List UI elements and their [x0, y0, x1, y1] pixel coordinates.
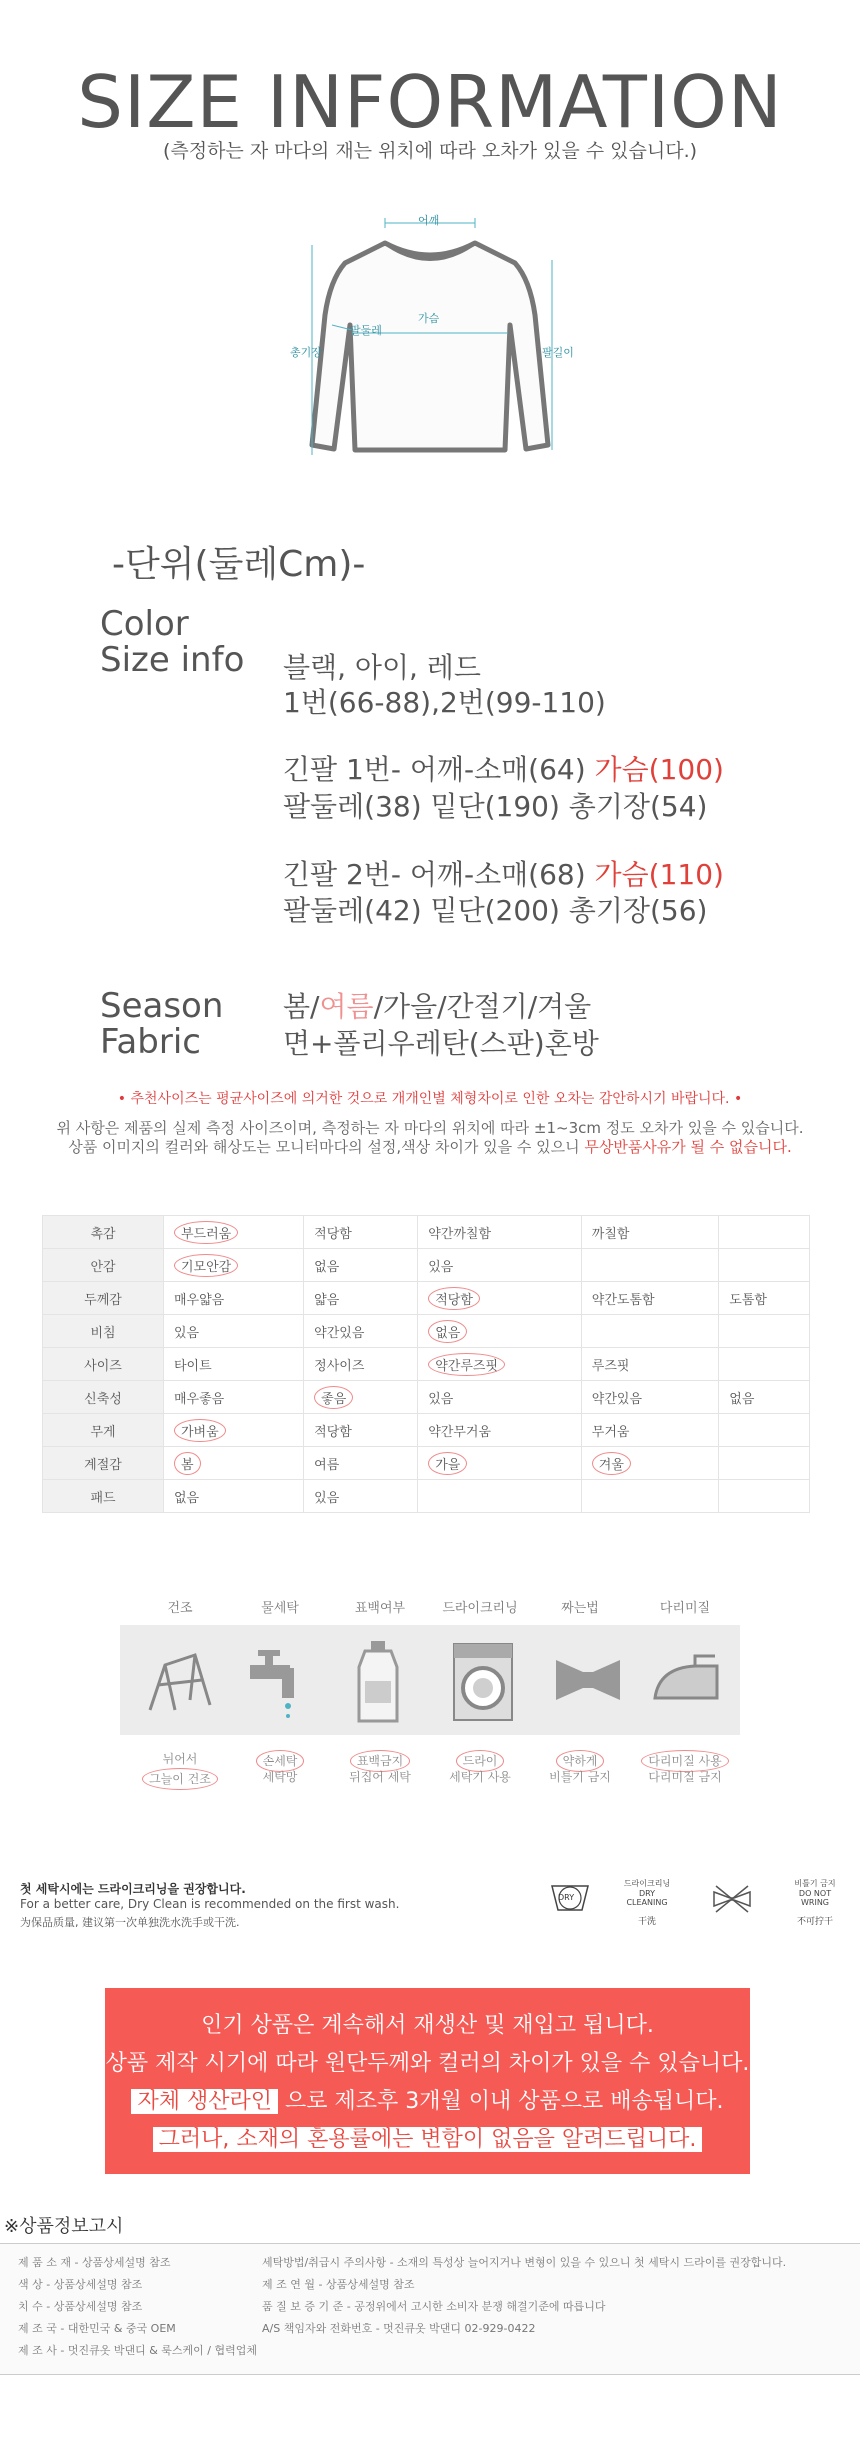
- fabric-cell: 매우좋음: [164, 1381, 304, 1414]
- label-total-length: 총기장: [290, 346, 322, 359]
- notice-measure: 위 사항은 제품의 실제 측정 사이즈이며, 측정하는 자 마다의 위치에 따라 ±1~3cm 정도 오차가 있을 수 있습니다.: [56, 1119, 804, 1137]
- care-option-selected: 표백금지: [350, 1750, 410, 1772]
- size2-line2: 팔둘레(42) 밑단(200) 총기장(56): [283, 894, 708, 927]
- fabric-row: [43, 1216, 810, 1249]
- fabric-cell: 정사이즈: [304, 1348, 418, 1381]
- fabric-cell: [304, 1381, 418, 1414]
- season-values: 봄/여름/가을/간절기/겨울: [283, 990, 592, 1023]
- fabric-cell: [418, 1447, 582, 1480]
- care-option: 뉘어서: [162, 1752, 198, 1766]
- care-option-selected: 다리미질 사용: [641, 1750, 728, 1772]
- product-info-left: 제 품 소 재 - 상품상세설명 참조: [18, 2256, 171, 2269]
- no-wring-cn: 不可拧干: [796, 1917, 833, 1927]
- fabric-heading: Fabric: [100, 1022, 201, 1062]
- fabric-cell-selected: 좋음: [314, 1386, 353, 1409]
- fabric-row: [43, 1480, 810, 1513]
- banner-line-2: 상품 제작 시기에 따라 원단두께와 컬러의 차이가 있을 수 있습니다.: [105, 2051, 750, 2076]
- fabric-cell: 약간까칠함: [418, 1216, 582, 1249]
- fabric-cell-selected: 없음: [428, 1320, 467, 1343]
- fabric-cell-selected: 약간루즈핏: [428, 1353, 505, 1376]
- drying-rack-icon: [140, 1640, 220, 1720]
- care-header: 짜는법: [561, 1601, 599, 1616]
- product-info-right: 품 질 보 증 기 준 - 공정위에서 고시한 소비자 분쟁 해결기준에 따릅니다: [262, 2300, 606, 2313]
- fabric-row-label: 두께감: [43, 1282, 164, 1315]
- fabric-cell: 도톰함: [719, 1282, 810, 1315]
- care-option-selected: 그늘이 건조: [142, 1768, 218, 1790]
- fabric-cell: 없음: [304, 1249, 418, 1282]
- no-wring-top: 비틀기 금지: [794, 1879, 836, 1888]
- fabric-cell: 적당함: [304, 1414, 418, 1447]
- fabric-cell: [164, 1249, 304, 1282]
- fabric-cell: 매우얇음: [164, 1282, 304, 1315]
- fabric-cell: 없음: [719, 1381, 810, 1414]
- fabric-cell: 무거움: [581, 1414, 718, 1447]
- fabric-row: [43, 1447, 810, 1480]
- notice-recommend: • 추천사이즈는 평균사이즈에 의거한 것으로 개개인별 체형차이로 인한 오차는 감안하시기 바랍니다. •: [117, 1091, 743, 1107]
- season-heading: Season: [100, 986, 224, 1026]
- page-subtitle: (측정하는 자 마다의 재는 위치에 따라 오차가 있을 수 있습니다.): [162, 140, 698, 162]
- fabric-cell: 까칠함: [581, 1216, 718, 1249]
- care-option: [125, 1768, 235, 1790]
- banner-line-3: 자체 생산라인 으로 제조후 3개월 이내 상품으로 배송됩니다.: [105, 2084, 750, 2115]
- product-info-left: 치 수 - 상품상세설명 참조: [18, 2300, 143, 2313]
- care-option-selected: 약하게: [556, 1750, 605, 1772]
- fabric-values: 면+폴리우레탄(스판)혼방: [283, 1027, 599, 1060]
- dry-clean-cn: 为保品质量, 建议第一次单独洗水洗手或干洗.: [20, 1916, 240, 1929]
- no-wring-mid: DO NOT WRING: [798, 1889, 832, 1907]
- sweater-diagram: [290, 205, 570, 465]
- fabric-cell: [719, 1348, 810, 1381]
- size-info-heading: Size info: [100, 640, 245, 680]
- fabric-cell: 적당함: [304, 1216, 418, 1249]
- iron-icon: [645, 1650, 725, 1710]
- size2-chest: 가슴(110): [594, 858, 724, 891]
- size1-chest: 가슴(100): [594, 753, 724, 786]
- fabric-row-label: 신축성: [43, 1381, 164, 1414]
- fabric-cell: [719, 1249, 810, 1282]
- fabric-cell: 여름: [304, 1447, 418, 1480]
- fabric-cell: 루즈핏: [581, 1348, 718, 1381]
- fabric-row: [43, 1381, 810, 1414]
- fabric-cell-selected: 가벼움: [174, 1419, 226, 1442]
- fabric-cell-selected: 봄: [174, 1452, 201, 1475]
- fabric-row-label: 무게: [43, 1414, 164, 1447]
- dry-cleaning-top: 드라이크리닝: [623, 1879, 671, 1888]
- product-info-left: 제 조 국 - 대한민국 & 중국 OEM: [18, 2322, 176, 2335]
- unit-label: -단위(둘레Cm)-: [112, 544, 366, 585]
- dry-clean-en: For a better care, Dry Clean is recommended on the first wash.: [20, 1897, 400, 1911]
- restock-banner: [105, 1988, 750, 2174]
- care-option: 세탁기 사용: [449, 1770, 511, 1784]
- fabric-cell: [719, 1315, 810, 1348]
- dry-badge: DRY: [558, 1893, 575, 1902]
- fabric-cell-selected: 기모안감: [174, 1254, 238, 1277]
- fabric-cell: [581, 1480, 718, 1513]
- fabric-cell: 얇음: [304, 1282, 418, 1315]
- fabric-cell: [418, 1480, 582, 1513]
- fabric-cell-selected: 부드러움: [174, 1221, 238, 1244]
- page-title: SIZE INFORMATION: [77, 60, 783, 144]
- product-info-right: 제 조 연 월 - 상품상세설명 참조: [262, 2278, 415, 2291]
- fabric-row: [43, 1315, 810, 1348]
- care-option: 세탁망: [262, 1770, 298, 1784]
- fabric-cell: 타이트: [164, 1348, 304, 1381]
- fabric-table: [42, 1215, 810, 1513]
- banner-line-1: 인기 상품은 계속해서 재생산 및 재입고 됩니다.: [201, 2013, 654, 2038]
- fabric-cell: [581, 1447, 718, 1480]
- size1-line1: 긴팔 1번- 어깨-소매(64) 가슴(100): [283, 753, 724, 786]
- fabric-cell: [418, 1315, 582, 1348]
- dry-clean-kr: 첫 세탁시에는 드라이크리닝을 권장합니다.: [20, 1882, 246, 1896]
- product-info-left: 제 조 사 - 멋진큐옷 박댄디 & 룩스케이 / 협력업체: [18, 2344, 257, 2357]
- fabric-cell: [719, 1216, 810, 1249]
- fabric-cell: 있음: [418, 1249, 582, 1282]
- fabric-cell: 약간도톰함: [581, 1282, 718, 1315]
- fabric-cell: 없음: [164, 1480, 304, 1513]
- notice-color: 상품 이미지의 컬러와 해상도는 모니터마다의 설정,색상 차이가 있을 수 있으니 무상반품사유가 될 수 없습니다.: [68, 1138, 792, 1156]
- fabric-cell: [581, 1315, 718, 1348]
- care-header: 건조: [167, 1601, 193, 1616]
- size1-line2: 팔둘레(38) 밑단(190) 총기장(54): [283, 790, 708, 823]
- wringing-icon: [548, 1650, 628, 1710]
- fabric-cell-selected: 겨울: [592, 1452, 631, 1475]
- fabric-row-label: 계절감: [43, 1447, 164, 1480]
- size2-line1: 긴팔 2번- 어깨-소매(68) 가슴(110): [283, 858, 724, 891]
- fabric-cell: [164, 1216, 304, 1249]
- color-heading: Color: [100, 604, 189, 644]
- banner-line-4: 그러나, 소재의 혼용률에는 변함이 없음을 알려드립니다.: [105, 2122, 750, 2153]
- product-info-right: A/S 책임자와 전화번호 - 멋진큐옷 박댄디 02-929-0422: [262, 2322, 536, 2335]
- care-header: 다리미질: [659, 1601, 711, 1616]
- fabric-row: [43, 1414, 810, 1447]
- care-option: 뒤집어 세탁: [349, 1770, 411, 1784]
- fabric-row-label: 안감: [43, 1249, 164, 1282]
- product-info-title: ※상품정보고시: [4, 2216, 124, 2237]
- fabric-row-label: 비침: [43, 1315, 164, 1348]
- label-sleeve-length: 팔길이: [542, 346, 574, 359]
- care-option-selected: 드라이: [456, 1750, 505, 1772]
- fabric-row: [43, 1282, 810, 1315]
- size-values: 1번(66-88),2번(99-110): [283, 686, 606, 719]
- fabric-cell: [164, 1447, 304, 1480]
- dry-cleaning-cn: 干洗: [637, 1917, 656, 1927]
- fabric-cell: 약간있음: [581, 1381, 718, 1414]
- fabric-cell: 있음: [304, 1480, 418, 1513]
- fabric-cell: [719, 1447, 810, 1480]
- fabric-row-label: 촉감: [43, 1216, 164, 1249]
- fabric-cell: 있음: [164, 1315, 304, 1348]
- fabric-cell: 약간무거움: [418, 1414, 582, 1447]
- care-option-selected: 손세탁: [256, 1750, 305, 1772]
- fabric-cell: [719, 1480, 810, 1513]
- fabric-cell: [418, 1282, 582, 1315]
- no-wring-icon: [710, 1884, 754, 1914]
- fabric-row-label: 사이즈: [43, 1348, 164, 1381]
- fabric-row-label: 패드: [43, 1480, 164, 1513]
- washing-machine-icon: [448, 1640, 518, 1722]
- fabric-cell: [164, 1414, 304, 1447]
- product-info-box: [0, 2243, 860, 2375]
- fabric-row: [43, 1249, 810, 1282]
- faucet-icon: [240, 1640, 320, 1720]
- fabric-row: [43, 1348, 810, 1381]
- care-header: 물세탁: [261, 1601, 299, 1616]
- fabric-cell: 있음: [418, 1381, 582, 1414]
- label-arm-circ: 팔둘레: [350, 324, 382, 337]
- care-option: 비틀기 금지: [549, 1770, 611, 1784]
- banner-highlight: 자체 생산라인: [131, 2089, 278, 2114]
- fabric-cell: [581, 1249, 718, 1282]
- product-info-right: 세탁방법/취급시 주의사항 - 소재의 특성상 늘어지거나 변형이 있을 수 있으니 첫 세탁시 드라이를 권장합니다.: [262, 2256, 787, 2269]
- color-values: 블랙, 아이, 레드: [283, 651, 481, 684]
- care-header: 드라이크리닝: [442, 1601, 518, 1616]
- fabric-cell-selected: 가을: [428, 1452, 467, 1475]
- label-shoulder: 어깨: [418, 214, 440, 227]
- bleach-bottle-icon: [345, 1637, 415, 1725]
- dry-cleaning-mid: DRY CLEANING: [626, 1889, 668, 1907]
- fabric-cell-selected: 적당함: [428, 1287, 480, 1310]
- product-info-left: 색 상 - 상품상세설명 참조: [18, 2278, 143, 2291]
- label-chest: 가슴: [418, 312, 440, 325]
- care-header: 표백여부: [354, 1601, 406, 1616]
- care-option: 다리미질 금지: [648, 1770, 722, 1784]
- fabric-cell: 약간있음: [304, 1315, 418, 1348]
- fabric-cell: [719, 1414, 810, 1447]
- fabric-cell: [418, 1348, 582, 1381]
